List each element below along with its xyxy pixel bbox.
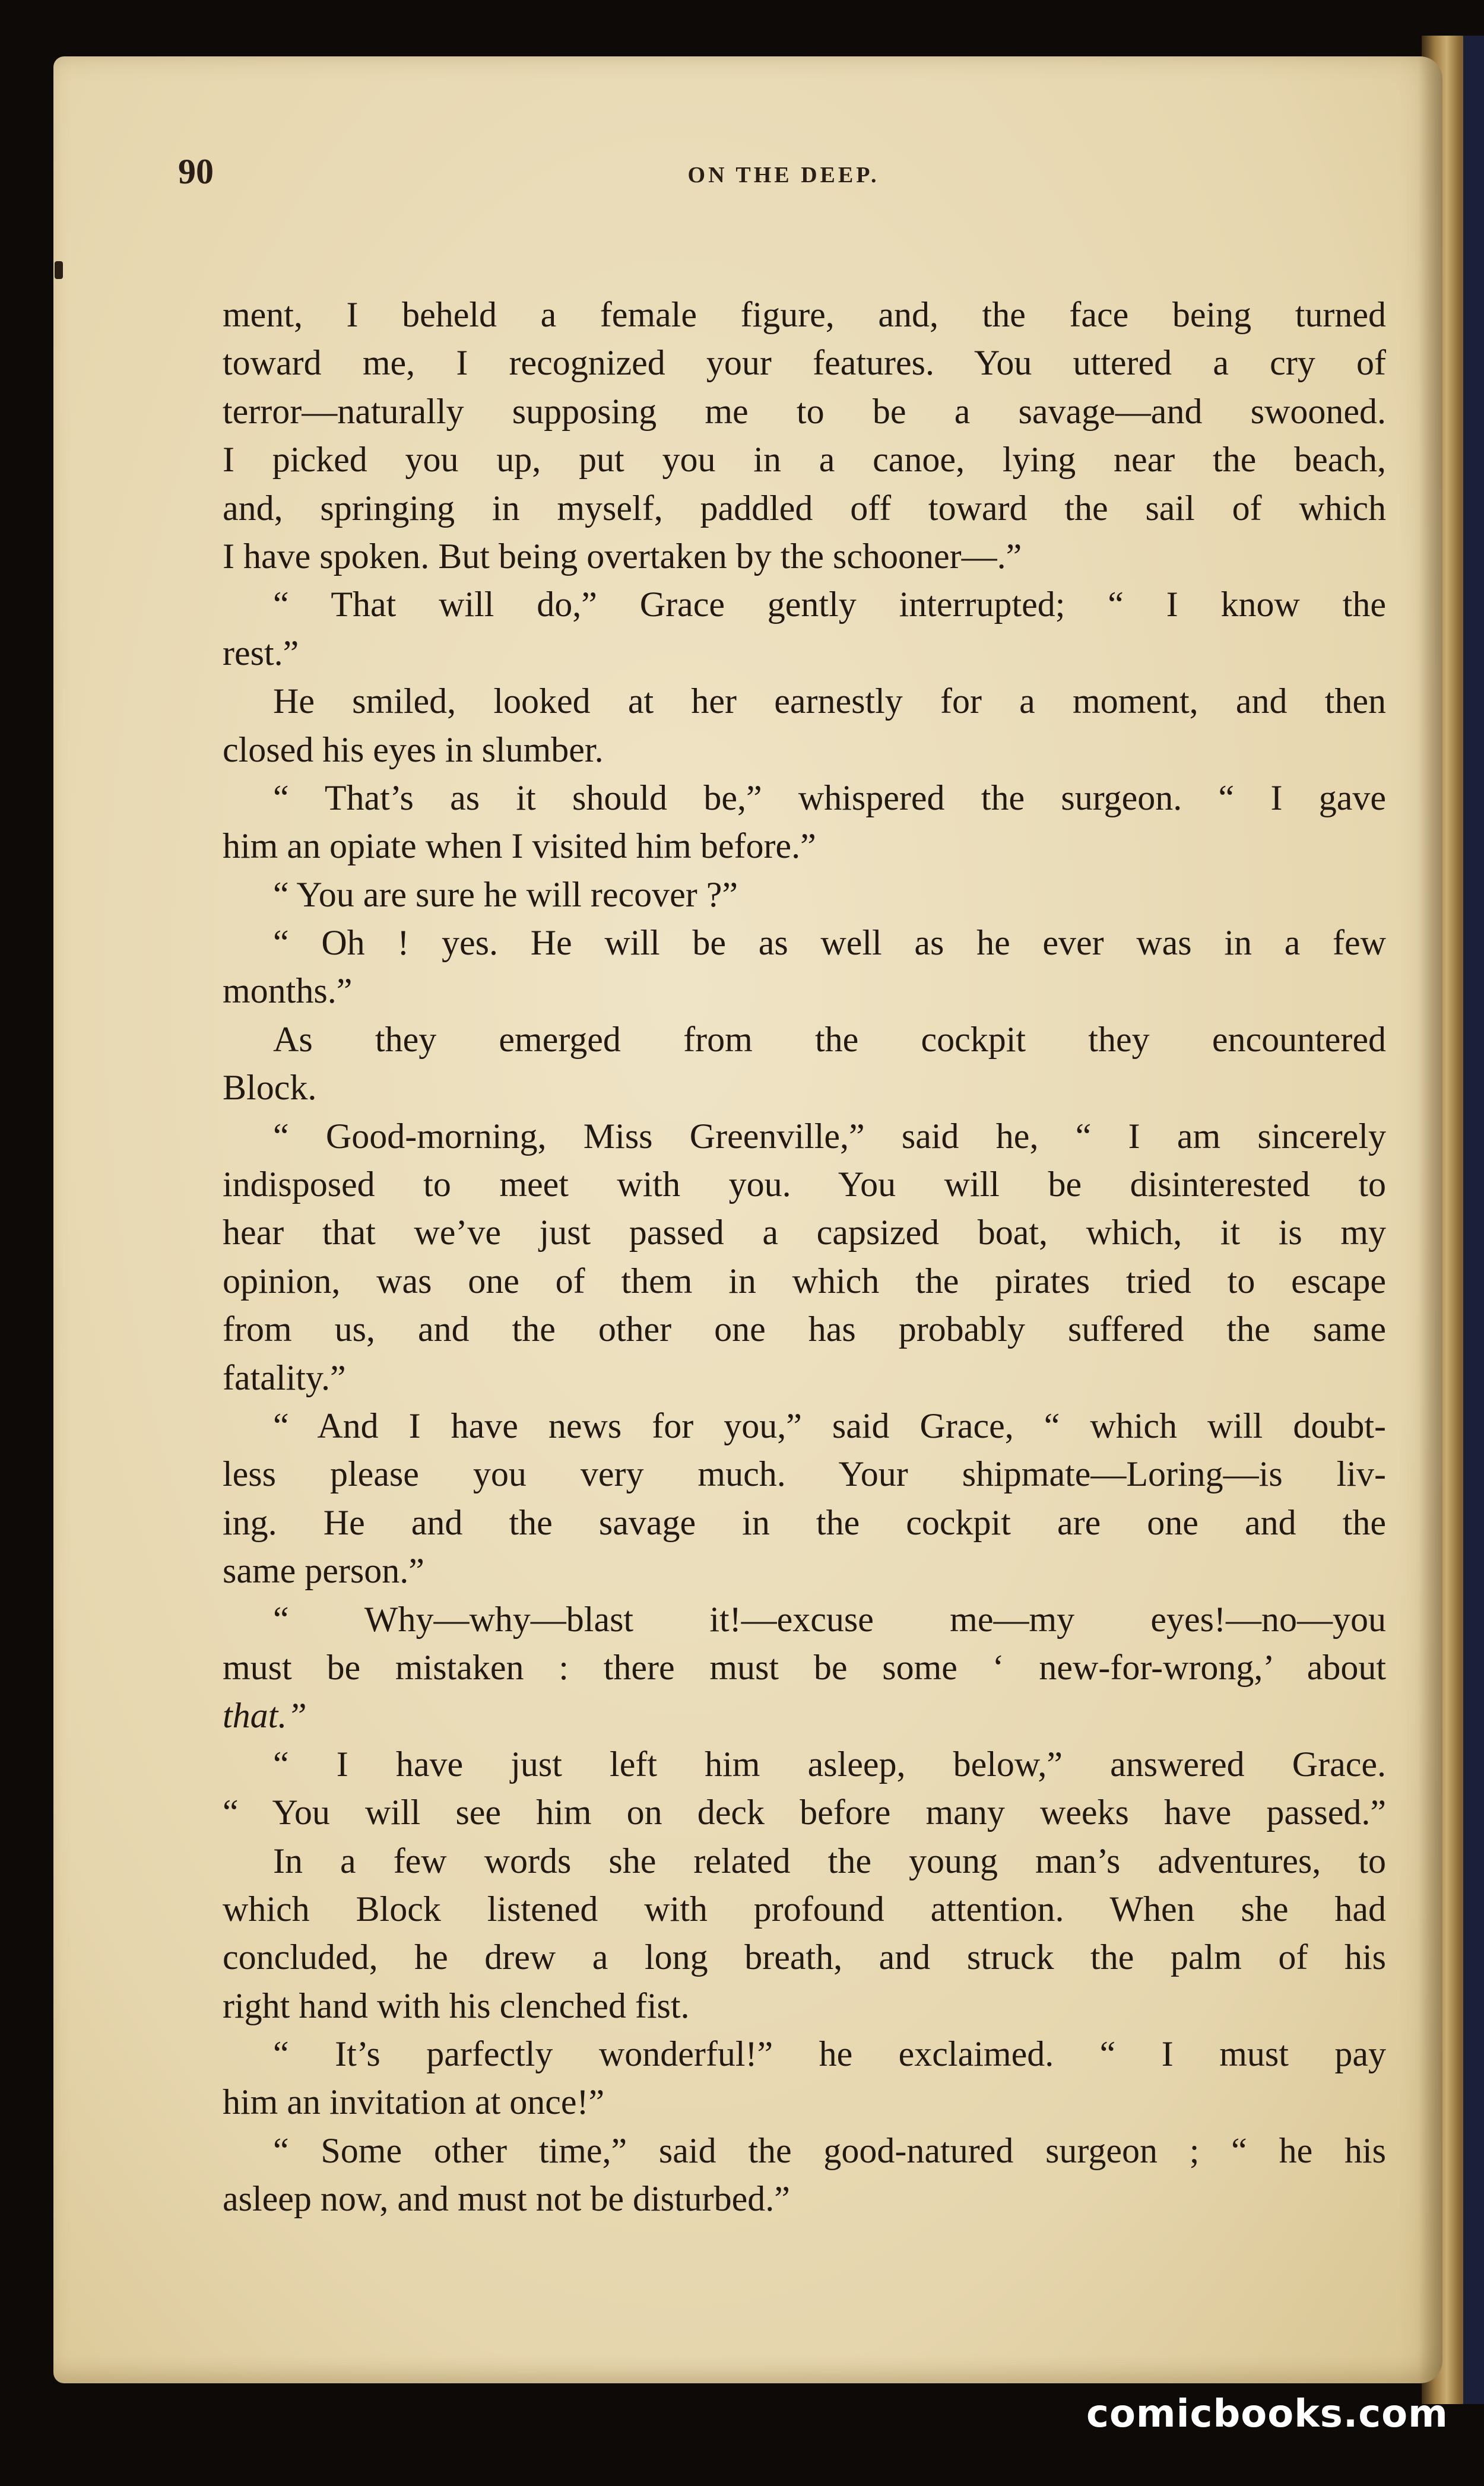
- text-line: less please you very much. Your shipmate—Loring—is liv-: [223, 1454, 1386, 1494]
- text-line: “ Some other time,” said the good-natured surgeon ; “ he his: [273, 2130, 1386, 2170]
- running-head: [178, 151, 1389, 211]
- text-line: “ I have just left him asleep, below,” answered Grace.: [273, 1744, 1386, 1784]
- running-title: ON THE DEEP.: [687, 163, 880, 188]
- body-text: [223, 291, 1386, 2224]
- text-line: “ And I have news for you,” said Grace, “ which will doubt-: [273, 1406, 1386, 1445]
- text-line: must be mistaken : there must be some ‘ new-for-wrong,’ about: [223, 1647, 1386, 1687]
- text-line: opinion, was one of them in which the pirates tried to escape: [223, 1261, 1386, 1301]
- text-line: that.”: [223, 1696, 307, 1736]
- text-line: from us, and the other one has probably suffered the same: [223, 1309, 1386, 1349]
- watermark: comicbooks.com: [1086, 2392, 1448, 2436]
- text-line: Block.: [223, 1068, 317, 1108]
- text-line: “ Oh ! yes. He will be as well as he ever was in a few: [273, 923, 1386, 963]
- text-line: “ Why—why—blast it!—excuse me—my eyes!—no—you: [273, 1599, 1386, 1639]
- text-line: concluded, he drew a long breath, and struck the palm of his: [223, 1938, 1386, 1977]
- text-line: As they emerged from the cockpit they encountered: [273, 1019, 1386, 1059]
- text-line: “ It’s parfectly wonderful!” he exclaimed. “ I must pay: [273, 2034, 1386, 2074]
- text-line: indisposed to meet with you. You will be disinterested to: [223, 1165, 1386, 1204]
- text-line: terror—naturally supposing me to be a savage—and swooned.: [223, 391, 1386, 431]
- text-line: which Block listened with profound attention. When she had: [223, 1889, 1386, 1929]
- text-line: rest.”: [223, 633, 299, 673]
- text-line: hear that we’ve just passed a capsized boat, which, it is my: [223, 1213, 1386, 1252]
- text-line: “ That will do,” Grace gently interrupted; “ I know the: [273, 585, 1386, 624]
- text-line: “ You will see him on deck before many weeks have passed.”: [223, 1793, 1386, 1832]
- page-shadow: [1419, 56, 1442, 2383]
- text-line: He smiled, looked at her earnestly for a moment, and then: [273, 681, 1386, 721]
- page-number: 90: [178, 152, 214, 191]
- text-line: same person.”: [223, 1551, 424, 1591]
- text-line: “ That’s as it should be,” whispered the surgeon. “ I gave: [273, 778, 1386, 817]
- text-line: “ You are sure he will recover ?”: [273, 874, 738, 914]
- text-line: asleep now, and must not be disturbed.”: [223, 2179, 790, 2219]
- text-line: months.”: [223, 971, 353, 1011]
- text-line: him an opiate when I visited him before.”: [223, 826, 816, 866]
- text-line: closed his eyes in slumber.: [223, 730, 604, 769]
- text-line: “ Good-morning, Miss Greenville,” said he, “ I am sincerely: [273, 1116, 1386, 1156]
- text-line: ing. He and the savage in the cockpit are one and the: [223, 1502, 1386, 1542]
- text-line: I picked you up, put you in a canoe, lying near the beach,: [223, 440, 1386, 480]
- text-line: toward me, I recognized your features. You uttered a cry of: [223, 343, 1386, 383]
- text-line: fatality.”: [223, 1358, 346, 1397]
- text-line: him an invitation at once!”: [223, 2082, 605, 2122]
- ink-mark: [55, 261, 63, 279]
- text-line: ment, I beheld a female figure, and, the face being turned: [223, 295, 1386, 334]
- text-line: and, springing in myself, paddled off toward the sail of which: [223, 488, 1386, 528]
- text-line: right hand with his clenched fist.: [223, 1986, 690, 2025]
- text-line: I have spoken. But being overtaken by the schooner—.”: [223, 536, 1022, 576]
- cover-edge: [1463, 36, 1484, 2404]
- text-line: In a few words she related the young man’s adventures, to: [273, 1841, 1386, 1881]
